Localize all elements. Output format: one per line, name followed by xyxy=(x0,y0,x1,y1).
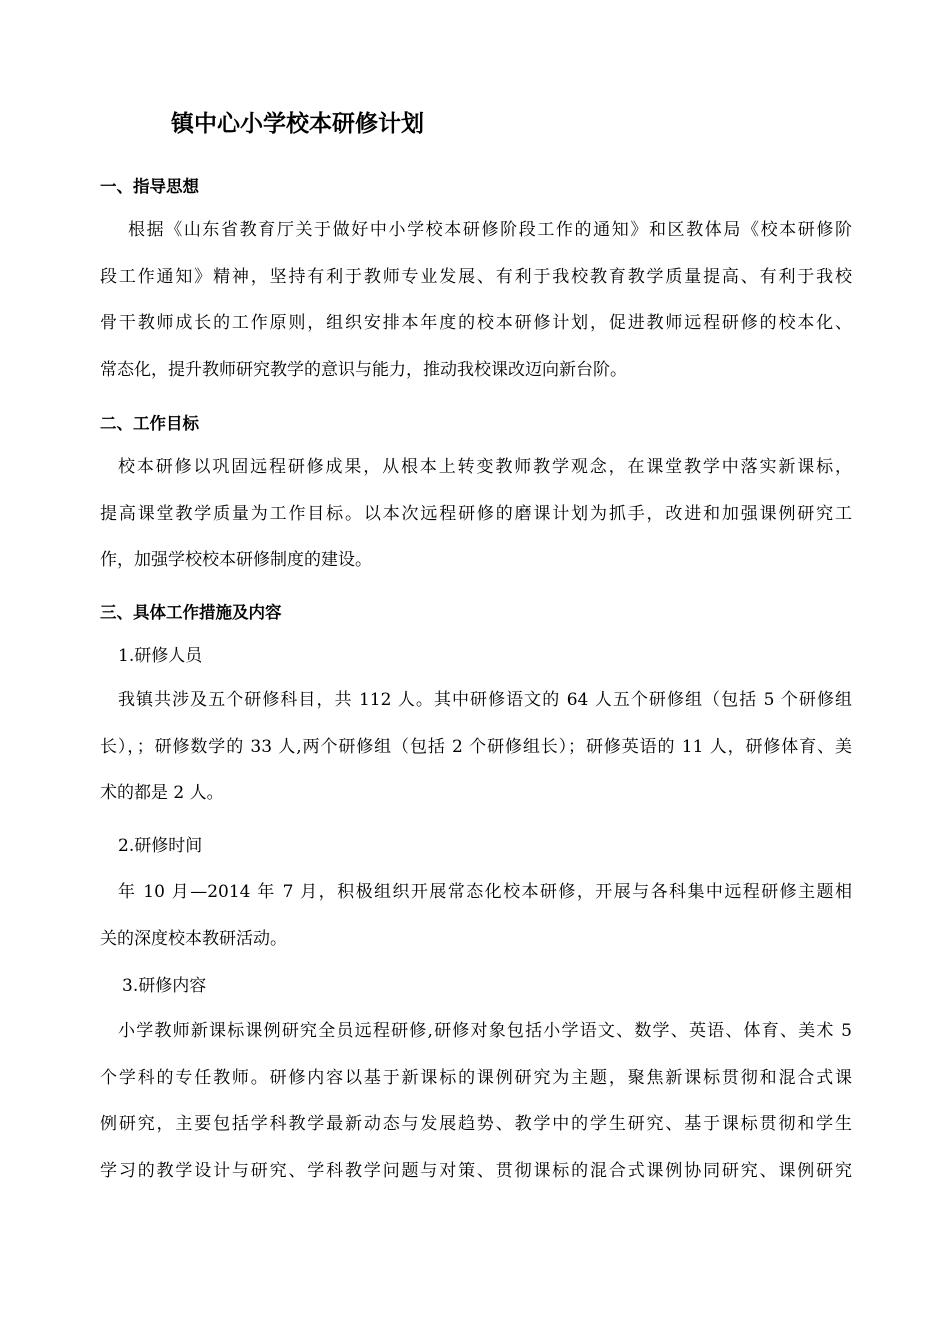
paragraph-line: 长），；研修数学的 33 人,两个研修组（包括 2 个研修组长）；研修英语的 11 人，研修体育、美 xyxy=(100,736,852,757)
paragraph-content xyxy=(100,1008,852,1194)
paragraph-line: 段工作通知》精神，坚持有利于教师专业发展、有利于我校教育教学质量提高、有利于我校 xyxy=(100,266,852,287)
subsection-heading-content: 3.研修内容 xyxy=(122,976,207,996)
section-heading-guiding-thought: 一、指导思想 xyxy=(100,177,199,196)
paragraph-line: 年 10 月—2014 年 7 月，积极组织开展常态化校本研修，开展与各科集中远程研修主题相 xyxy=(118,882,852,902)
paragraph-line: 我镇共涉及五个研修科目，共 112 人。其中研修语文的 64 人五个研修组（包括 5 个研修组 xyxy=(118,690,852,710)
section-heading-work-goals: 二、工作目标 xyxy=(100,414,199,433)
section-heading-measures: 三、具体工作措施及内容 xyxy=(100,603,282,622)
paragraph-time xyxy=(100,869,852,962)
paragraph-line: 术的都是 2 人。 xyxy=(100,783,224,803)
paragraph-line: 学习的教学设计与研究、学科教学问题与对策、贯彻课标的混合式课例协同研究、课例研究 xyxy=(100,1160,852,1181)
paragraph-line: 骨干教师成长的工作原则，组织安排本年度的校本研修计划，促进教师远程研修的校本化、 xyxy=(100,313,852,333)
paragraph-line: 个学科的专任教师。研修内容以基于新课标的课例研究为主题，聚焦新课标贯彻和混合式课 xyxy=(100,1067,852,1088)
paragraph-line: 例研究，主要包括学科教学最新动态与发展趋势、教学中的学生研究、基于课标贯彻和学生 xyxy=(100,1114,852,1134)
paragraph-personnel xyxy=(100,677,852,817)
paragraph-line: 提高课堂教学质量为工作目标。以本次远程研修的磨课计划为抓手，改进和加强课例研究工 xyxy=(100,503,852,524)
paragraph-line: 校本研修以巩固远程研修成果，从根本上转变教师教学观念，在课堂教学中落实新课标， xyxy=(118,457,852,477)
paragraph-work-goals xyxy=(100,444,852,584)
subsection-heading-personnel: 1.研修人员 xyxy=(118,646,203,666)
paragraph-guiding-thought xyxy=(100,207,852,393)
paragraph-line: 小学教师新课标课例研究全员远程研修,研修对象包括小学语文、数学、英语、体育、美术 5 xyxy=(118,1021,852,1041)
document-title: 镇中心小学校本研修计划 xyxy=(171,111,424,137)
paragraph-line: 作，加强学校校本研修制度的建设。 xyxy=(100,550,372,570)
paragraph-line: 关的深度校本教研活动。 xyxy=(100,928,287,949)
subsection-heading-time: 2.研修时间 xyxy=(118,836,203,856)
paragraph-line: 常态化，提升教师研究教学的意识与能力，推动我校课改迈向新台阶。 xyxy=(100,359,627,380)
paragraph-line: 根据《山东省教育厅关于做好中小学校本研修阶段工作的通知》和区教体局《校本研修阶 xyxy=(128,220,852,240)
